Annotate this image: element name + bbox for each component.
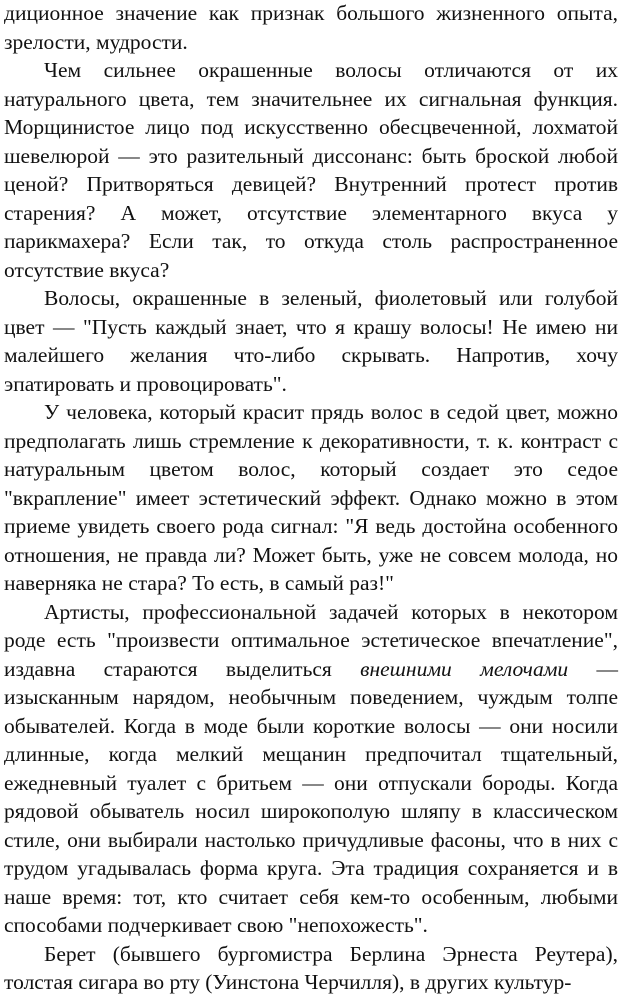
paragraph-text: диционное значение как признак большого жизненного опыта, зрелости, мудрости.	[4, 1, 618, 54]
italic-phrase: внешними мелочами	[360, 656, 569, 681]
paragraph-text: Берет (бывшего бургомистра Берлина Эрнеста Реутера), толстая сигара во рту (Уинстона Черчилля), в других культур-	[4, 941, 618, 994]
paragraph-6	[4, 940, 618, 997]
paragraph-4	[4, 398, 618, 598]
paragraph-text: Чем сильнее окрашенные волосы отличаются от их натурального цвета, тем значительнее их сигнальная функция. Морщинистое лицо под искусственно обесцвеченной, лохматой шевелюрой — это разительный диссонанс: быть броской любой ценой? Притворяться девицей? Внутренний протест против старения? А может, отсутствие элементарного вкуса у парикмахера? Если так, то откуда столь распространенное отсутствие вкуса?	[4, 58, 618, 282]
paragraph-text: Волосы, окрашенные в зеленый, фиолетовый или голубой цвет — "Пусть каждый знает, что я крашу волосы! Не имею ни малейшего желания что-либо скрывать. Напротив, хочу эпатировать и провоцировать".	[4, 286, 618, 396]
paragraph-3	[4, 284, 618, 398]
paragraph-1	[4, 0, 618, 56]
paragraph-text: Артисты, профессиональной задачей которых в некотором роде есть "произвести оптимальное эстетическое впечатление", издавна стараются выделиться	[4, 599, 618, 681]
paragraph-text: У человека, который красит прядь волос в седой цвет, можно предполагать лишь стремление к декоративности, т. к. контраст с натуральным цветом волос, который создает это седое "вкрапление" имеет эстетический эффект. Однако можно в этом приеме увидеть своего рода сигнал: "Я ведь достойна особенного отношения, не правда ли? Может быть, уже не совсем молода, но наверняка не стара? То есть, в самый раз!"	[4, 400, 618, 595]
book-page	[4, 0, 618, 997]
paragraph-text: — изысканным нарядом, необычным поведением, чуждым толпе обывателей. Когда в моде были короткие волосы — они носили длинные, когда мелкий мещанин предпочитал тщательный, ежедневный туалет с бритьем — они отпускали бороды. Когда рядовой обыватель носил широкополую шляпу в классическом стиле, они выбирали настолько причудливые фасоны, что в них с трудом угадывалась форма круга. Эта традиция сохраняется и в наше время: тот, кто считает себя кем-то особенным, любыми способами подчеркивает свою "непохожесть".	[4, 656, 618, 937]
paragraph-5	[4, 598, 618, 940]
paragraph-2	[4, 56, 618, 284]
